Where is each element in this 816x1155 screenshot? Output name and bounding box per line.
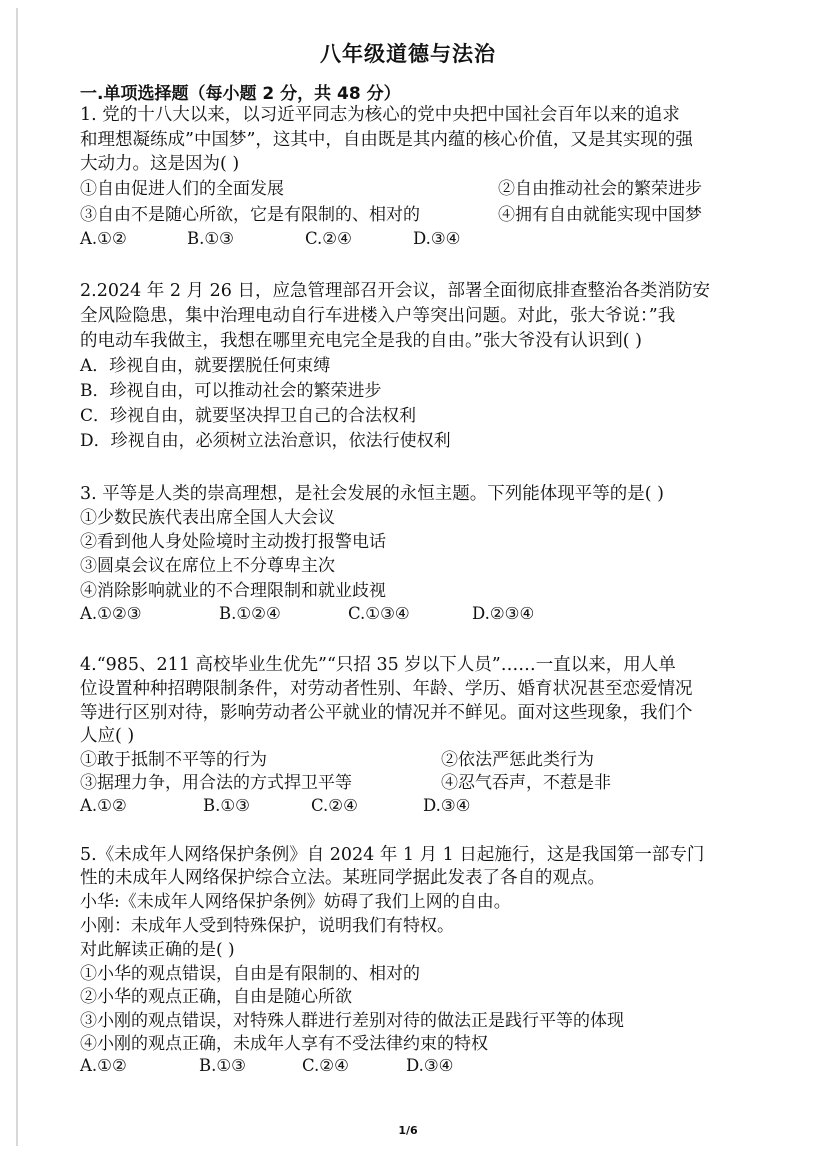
question-4-option-1: ①敢于抵制不平等的行为 — [80, 750, 267, 770]
question-1-choice-a: A.①② — [80, 229, 127, 248]
question-5-choice-c: C.②④ — [302, 1056, 349, 1075]
question-4-choice-d: D.③④ — [423, 796, 471, 815]
question-3-choice-c: C.①③④ — [348, 604, 410, 623]
question-3-choice-b: B.①②④ — [219, 604, 281, 623]
question-4-stem-line-2: 位设置种种招聘限制条件，对劳动者性别、年龄、学历、婚育状况甚至恋爱情况 — [80, 679, 693, 699]
question-1-option-4: ④拥有自由就能实现中国梦 — [498, 205, 702, 225]
question-1-stem-line-1: 1. 党的十八大以来，以习近平同志为核心的党中央把中国社会百年以来的追求 — [80, 105, 680, 125]
question-2-choice-b: B．珍视自由，可以推动社会的繁荣进步 — [80, 381, 382, 401]
question-4-stem-line-1: 4.“985、211 高校毕业生优先”“只招 35 岁以下人员”……一直以来，用人单 — [80, 655, 676, 675]
question-4-option-3: ③据理力争，用合法的方式捍卫平等 — [80, 773, 352, 793]
question-2-stem-line-3: 的电动车我做主，我想在哪里充电完全是我的自由。”张大爷没有认识到( ) — [80, 331, 642, 351]
question-4-stem-line-3: 等进行区别对待，影响劳动者公平就业的情况并不鲜见。面对这些现象，我们个 — [80, 703, 693, 723]
question-1-choice-c: C.②④ — [305, 229, 352, 248]
question-5-choice-d: D.③④ — [406, 1056, 454, 1075]
question-4-option-4: ④忍气吞声，不惹是非 — [441, 773, 611, 793]
question-2-stem-line-2: 全风险隐患，集中治理电动自行车进楼入户等突出问题。对此，张大爷说：”我 — [80, 306, 676, 326]
question-1-stem-line-2: 和理想凝练成”中国梦”，这其中，自由既是其内蕴的核心价值，又是其实现的强 — [80, 130, 693, 150]
question-2-choice-d: D．珍视自由，必须树立法治意识，依法行使权利 — [80, 431, 451, 451]
question-1-stem-line-3: 大动力。这是因为( ) — [80, 154, 240, 174]
question-5-option-2: ②小华的观点正确，自由是随心所欲 — [80, 987, 352, 1007]
question-3-option-4: ④消除影响就业的不合理限制和就业歧视 — [80, 581, 386, 601]
page-number: 1/6 — [398, 1124, 418, 1137]
question-1-choice-d: D.③④ — [413, 229, 461, 248]
question-3-choice-d: D.②③④ — [472, 604, 535, 623]
question-5-stem-line-1: 5.《未成年人网络保护条例》自 2024 年 1 月 1 日起施行，这是我国第一部专门 — [80, 845, 705, 865]
question-5-choice-b: B.①③ — [199, 1056, 246, 1075]
question-4-choice-b: B.①③ — [203, 796, 250, 815]
question-1-choice-b: B.①③ — [187, 229, 234, 248]
question-5-stem-line-3: 小华:《未成年人网络保护条例》妨碍了我们上网的自由。 — [80, 892, 511, 912]
scan-edge-shadow — [16, 8, 18, 1146]
question-5-option-4: ④小刚的观点正确，未成年人享有不受法律约束的特权 — [80, 1034, 488, 1054]
question-3-option-3: ③圆桌会议在席位上不分尊卑主次 — [80, 556, 335, 576]
section-heading: 一.单项选择题（每小题 2 分，共 48 分） — [80, 84, 401, 104]
question-5-option-1: ①小华的观点错误，自由是有限制的、相对的 — [80, 964, 420, 984]
question-3-stem-line-1: 3. 平等是人类的崇高理想，是社会发展的永恒主题。下列能体现平等的是( ) — [80, 484, 664, 504]
question-5-stem-line-2: 性的未成年人网络保护综合立法。某班同学据此发表了各自的观点。 — [80, 868, 605, 888]
question-4-choice-a: A.①② — [80, 796, 127, 815]
question-1-option-2: ②自由推动社会的繁荣进步 — [498, 179, 702, 199]
question-2-choice-c: C．珍视自由，就要坚决捍卫自己的合法权利 — [80, 406, 417, 426]
question-3-option-2: ②看到他人身处险境时主动拨打报警电话 — [80, 532, 386, 552]
question-3-option-1: ①少数民族代表出席全国人大会议 — [80, 508, 335, 528]
question-4-option-2: ②依法严惩此类行为 — [441, 750, 594, 770]
question-5-stem-line-5: 对此解读正确的是( ) — [80, 940, 235, 960]
question-2-stem-line-1: 2.2024 年 2 月 26 日，应急管理部召开会议，部署全面彻底排查整治各类消防安 — [80, 281, 710, 301]
question-1-option-3: ③自由不是随心所欲，它是有限制的、相对的 — [80, 205, 420, 225]
question-2-choice-a: A．珍视自由，就要摆脱任何束缚 — [80, 356, 331, 376]
question-5-stem-line-4: 小刚：未成年人受到特殊保护，说明我们有特权。 — [80, 916, 454, 936]
page-title: 八年级道德与法治 — [320, 42, 496, 66]
question-3-choice-a: A.①②③ — [80, 604, 142, 623]
question-4-choice-c: C.②④ — [311, 796, 358, 815]
question-1-option-1: ①自由促进人们的全面发展 — [80, 179, 284, 199]
question-5-option-3: ③小刚的观点错误，对特殊人群进行差别对待的做法正是践行平等的体现 — [80, 1011, 624, 1031]
question-5-choice-a: A.①② — [80, 1056, 127, 1075]
question-4-stem-line-4: 人应( ) — [80, 726, 135, 746]
